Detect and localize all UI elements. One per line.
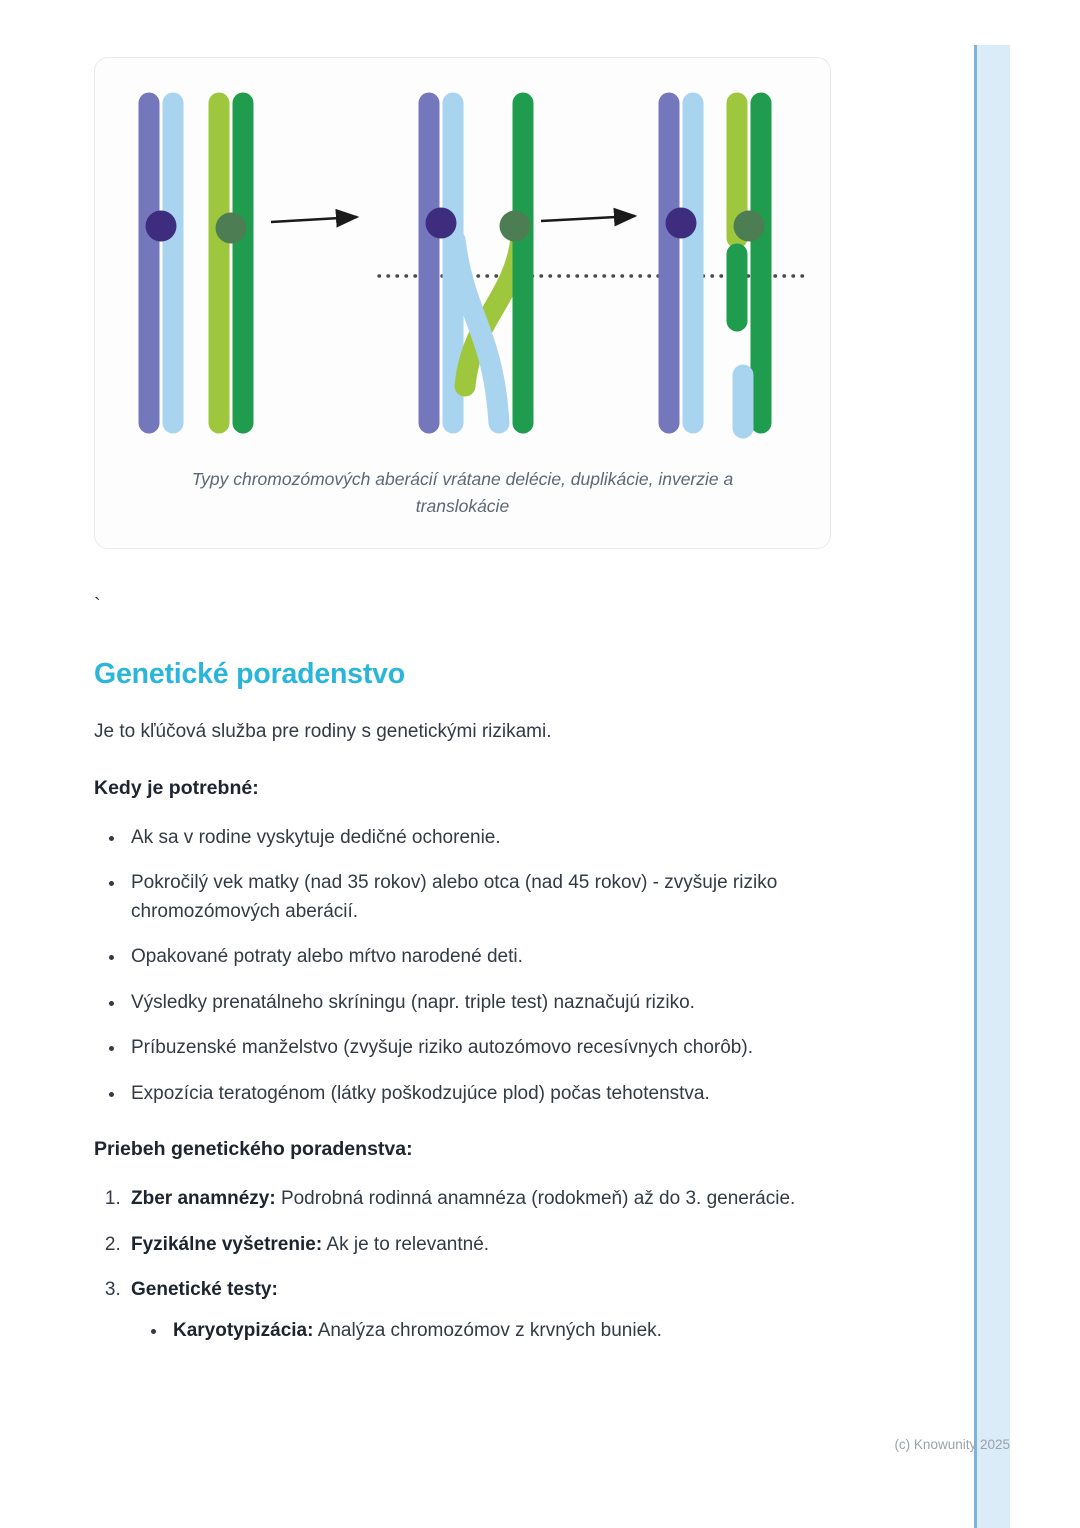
process-item-label: Genetické testy:	[131, 1279, 278, 1301]
centromere-green	[500, 211, 531, 242]
side-highlight-strip	[977, 45, 1010, 1528]
centromere-purple	[666, 208, 697, 239]
process-item-text: Podrobná rodinná anamnéza (rodokmeň) až do 3. generácie.	[280, 1188, 796, 1210]
list-item	[126, 1080, 831, 1109]
list-item-text: Príbuzenské manželstvo (zvyšuje riziko autozómovo recesívnych chorôb).	[131, 1037, 753, 1059]
process-subitem-text: Analýza chromozómov z krvných buniek.	[317, 1319, 662, 1341]
arrow-icon	[541, 216, 635, 221]
copyright-notice: (c) Knowunity 2025	[894, 1437, 1010, 1452]
list-item-text: Pokročilý vek matky (nad 35 rokov) alebo otca (nad 45 rokov) - zvyšuje riziko chromozómových aberácií.	[131, 872, 778, 922]
process-item	[126, 1276, 831, 1345]
process-item	[126, 1185, 831, 1214]
process-item-text: Ak je to relevantné.	[326, 1233, 490, 1255]
process-item-label: Fyzikálne vyšetrenie:	[131, 1233, 323, 1255]
stray-character: `	[94, 595, 101, 618]
chromosome-aberrations-diagram	[109, 78, 817, 450]
chromosome-group-crossover	[426, 103, 531, 423]
list-item-text: Výsledky prenatálneho skríningu (napr. triple test) naznačujú riziko.	[131, 991, 695, 1013]
list-item	[126, 989, 831, 1018]
process-subitem	[168, 1317, 831, 1346]
centromere-green	[216, 213, 247, 244]
chromosome-group-result	[666, 103, 765, 428]
arrow-icon	[271, 217, 357, 222]
process-item-label: Zber anamnézy:	[131, 1188, 276, 1210]
list-item	[126, 869, 831, 926]
when-needed-list	[94, 824, 831, 1109]
figure-caption: Typy chromozómových aberácií vrátane delécie, duplikácie, inverzie a translokácie	[191, 469, 734, 517]
page-content	[94, 0, 831, 1362]
centromere-purple	[426, 208, 457, 239]
process-sublist	[131, 1317, 831, 1346]
process-list	[94, 1185, 831, 1345]
intro-text: Je to kľúčová služba pre rodiny s genetickými rizikami.	[94, 721, 552, 743]
list-item	[126, 943, 831, 972]
chromosome-aberrations-figure	[94, 57, 831, 549]
chromosome-group-normal	[146, 103, 247, 423]
list-item-text: Opakované potraty alebo mŕtvo narodené deti.	[131, 946, 523, 968]
centromere-green	[734, 211, 765, 242]
centromere-purple	[146, 211, 177, 242]
list-item-text: Expozícia teratogénom (látky poškodzujúce plod) počas tehotenstva.	[131, 1082, 710, 1104]
when-needed-heading: Kedy je potrebné:	[94, 776, 259, 799]
page-title: Genetické poradenstvo	[94, 658, 405, 691]
process-heading: Priebeh genetického poradenstva:	[94, 1138, 413, 1161]
process-item	[126, 1231, 831, 1260]
list-item	[126, 1034, 831, 1063]
list-item	[126, 824, 831, 853]
list-item-text: Ak sa v rodine vyskytuje dedičné ochorenie.	[131, 826, 501, 848]
process-subitem-label: Karyotypizácia:	[173, 1319, 314, 1341]
